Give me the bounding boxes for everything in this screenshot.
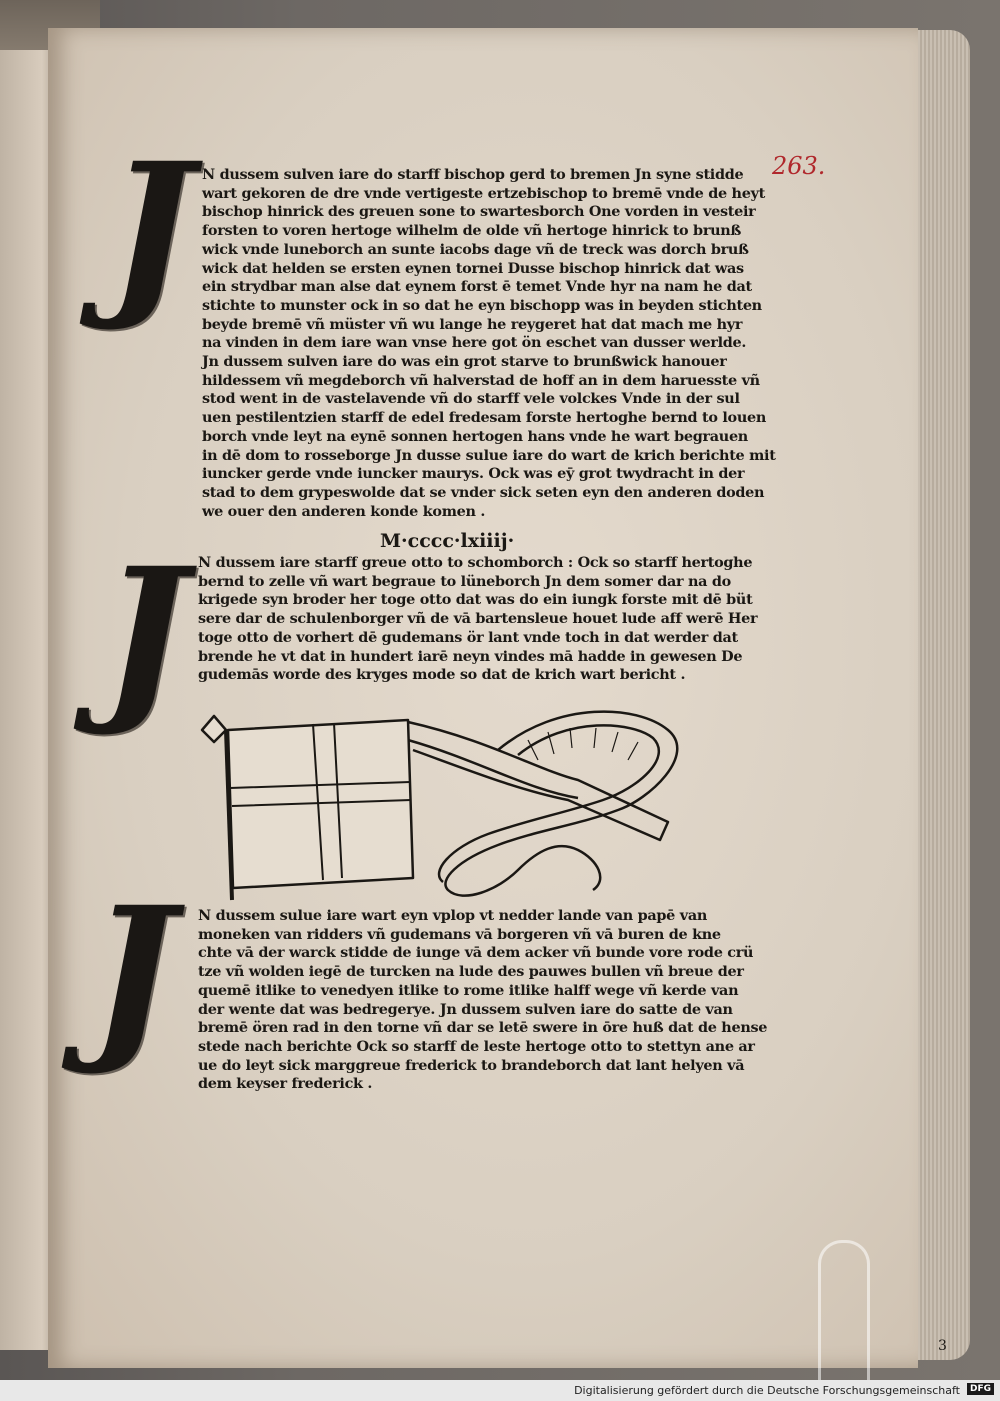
text-line: beyde bremē vñ müster vñ wu lange he reygeret hat dat mach me hyr (202, 315, 743, 333)
text-line: stad to dem grypeswolde dat se vnder sick seten eyn den anderen doden (202, 483, 765, 501)
text-line: moneken van ridders vñ gudemans vā borgeren vñ vā buren de kne (198, 925, 721, 943)
text-line: wick vnde luneborch an sunte iacobs dage vñ de treck was dorch bruß (202, 240, 749, 258)
text-line: chte vā der warck stidde de iunge vā dem acker vñ bunde vore rode crü (198, 944, 754, 962)
text-line: toge otto de vorhert dē gudemans ör lant vnde toch in dat werder dat (198, 628, 738, 646)
text-line: quemē itlike to venedyen itlike to rome itlike halff wege vñ kerde van (198, 981, 739, 999)
text-line: stede nach berichte Ock so starff de leste hertoge otto to stettyn ane ar (198, 1037, 755, 1055)
banner-woodcut (198, 710, 688, 910)
decorated-initial: J (108, 124, 194, 335)
text-line: bischop hinrick des greuen sone to swartesborch One vorden in vesteir (202, 203, 756, 221)
paragraph-2 (198, 554, 758, 685)
text-line: hildessem vñ megdeborch vñ halverstad de hoff an in dem haruesste vñ (202, 371, 760, 389)
text-line: Jn dussem sulven iare do was ein grot starve to brunßwick hanouer (202, 353, 727, 371)
footer-bar (0, 1380, 1000, 1401)
page-number: 3 (938, 1338, 947, 1354)
text-line: na vinden in dem iare wan vnse here got ön eschet van dusser werlde. (202, 334, 747, 352)
text-line: uen pestilentzien starff de edel fredesam forste hertoghe bernd to louen (202, 409, 767, 427)
text-line: wart gekoren de dre vnde vertigeste ertzebischop to bremē vnde de heyt (202, 184, 765, 202)
folio-number: 263. (772, 152, 826, 180)
text-line: brende he vt dat in hundert iarē neyn vindes mā hadde in gewesen De (198, 647, 743, 665)
text-line: bremē ören rad in den torne vñ dar se letē swere in ōre huß dat de hense (198, 1019, 768, 1037)
year-heading: M·cccc·lxiiij· (380, 530, 515, 552)
text-line: N dussem sulven iare do starff bischop gerd to bremen Jn syne stidde (202, 166, 744, 183)
text-line: N dussem iare starff greue otto to schomborch : Ock so starff hertoghe (198, 554, 753, 571)
text-line: we ouer den anderen konde komen . (202, 502, 486, 520)
text-line: borch vnde leyt na eynē sonnen hertogen hans vnde he wart begrauen (202, 427, 748, 445)
text-line: der wente dat was bedregerye. Jn dussem sulven iare do satte de van (198, 1000, 733, 1018)
paragraph-3 (198, 907, 768, 1094)
decorated-initial: J (90, 868, 176, 1079)
text-line: tze vñ wolden iegē de turcken na lude des pauwes bullen vñ breue der (198, 963, 744, 981)
text-line: N dussem sulue iare wart eyn vplop vt nedder lande van papē van (198, 907, 708, 924)
page-clip (818, 1240, 870, 1393)
text-line: stichte to munster ock in so dat he eyn bischopp was in beyden stichten (202, 296, 762, 314)
decorated-initial: J (102, 529, 188, 740)
text-line: sere dar de schulenborger vñ de vā bartensleue houet lude aff werē Her (198, 610, 758, 628)
text-line: wick dat helden se ersten eynen tornei Dusse bischop hinrick dat was (202, 259, 744, 277)
text-line: krigede syn broder her toge otto dat was do ein iungk forste mit dē büt (198, 591, 753, 609)
text-line: in dē dom to rosseborge Jn dusse sulue iare do wart de krich berichte mit (202, 446, 776, 464)
funding-notice: Digitalisierung gefördert durch die Deutsche Forschungsgemeinschaft (574, 1384, 960, 1397)
dfg-logo: DFG (967, 1383, 994, 1395)
text-line: bernd to zelle vñ wart begraue to lüneborch Jn dem somer dar na do (198, 572, 731, 590)
text-line: gudemās worde des kryges mode so dat de krich wart bericht . (198, 666, 686, 684)
text-line: ein strydbar man alse dat eynem forst ē temet Vnde hyr na nam he dat (202, 278, 752, 296)
paragraph-1 (202, 166, 776, 521)
text-line: ue do leyt sick marggreue frederick to brandeborch dat lant helyen vā (198, 1056, 745, 1074)
text-line: forsten to voren hertoge wilhelm de olde vñ hertoge hinrick to brunß (202, 222, 742, 240)
text-line: iuncker gerde vnde iuncker maurys. Ock was eȳ grot twydracht in der (202, 465, 745, 483)
text-line: dem keyser frederick . (198, 1075, 373, 1093)
text-line: stod went in de vastelavende vñ do starff vele volckes Vnde in der sul (202, 390, 740, 408)
